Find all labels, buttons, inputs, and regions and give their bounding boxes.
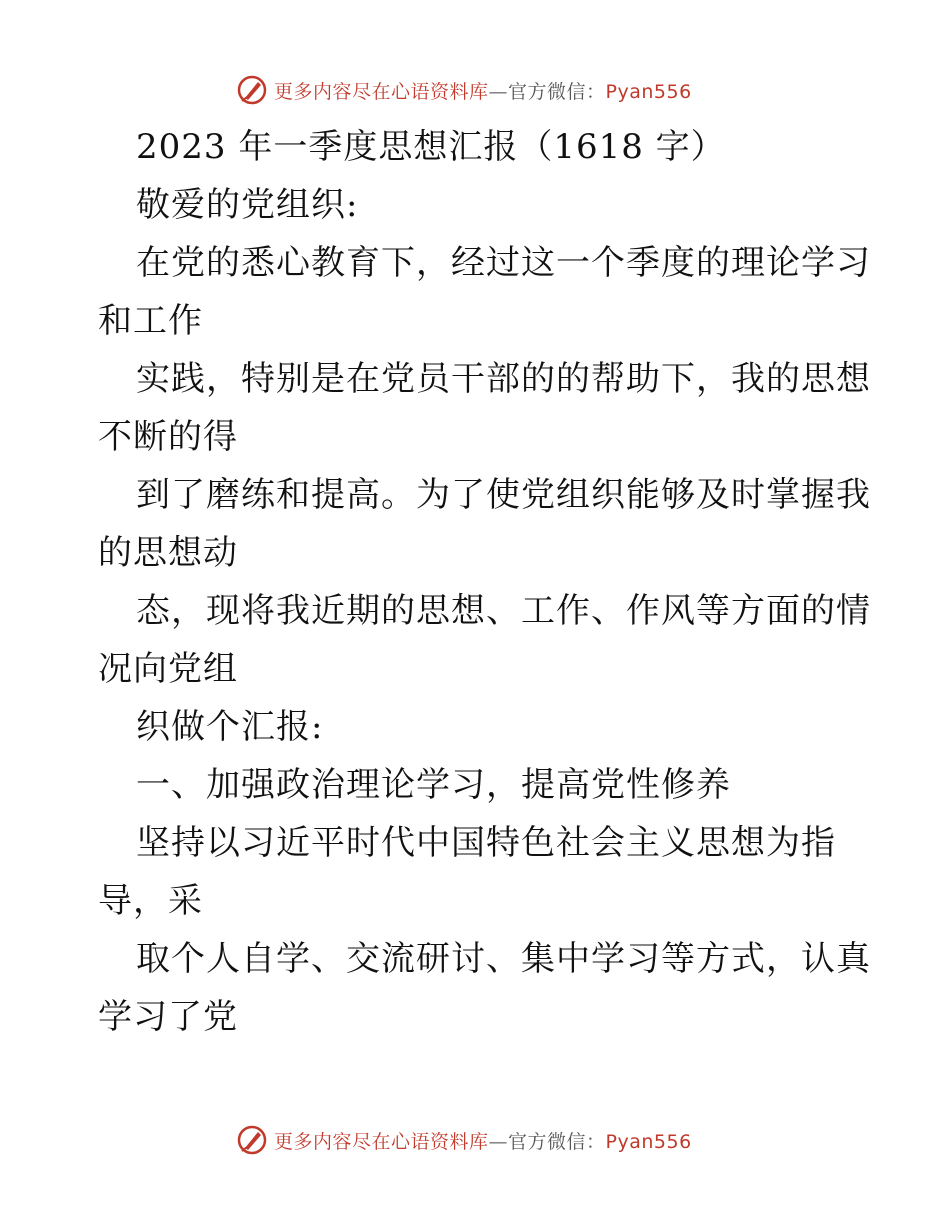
watermark-dash: — bbox=[488, 1130, 509, 1153]
paragraph-line: 实践，特别是在党员干部的的帮助下，我的思想 bbox=[136, 359, 871, 399]
watermark-dash: — bbox=[488, 80, 509, 103]
watermark-brand: 更多内容尽在心语资料库 bbox=[274, 1130, 489, 1153]
paragraph-line: 态，现将我近期的思想、工作、作风等方面的情 bbox=[136, 591, 871, 631]
header-watermark bbox=[236, 72, 716, 108]
quill-logo-icon bbox=[236, 74, 268, 106]
salutation: 敬爱的党组织: bbox=[136, 185, 359, 225]
paragraph-line: 导，采 bbox=[98, 881, 203, 921]
paragraph-line: 织做个汇报: bbox=[136, 707, 324, 747]
watermark-text bbox=[274, 77, 692, 104]
watermark-brand: 更多内容尽在心语资料库 bbox=[274, 80, 489, 103]
document-title: 2023 年一季度思想汇报（1618 字） bbox=[136, 127, 726, 167]
paragraph-line: 和工作 bbox=[98, 301, 203, 341]
quill-logo-icon bbox=[236, 1124, 268, 1156]
watermark-wechat-id: Pyan556 bbox=[605, 80, 692, 103]
paragraph-line: 况向党组 bbox=[98, 649, 238, 689]
paragraph-line: 坚持以习近平时代中国特色社会主义思想为指 bbox=[136, 823, 836, 863]
paragraph-line: 到了磨练和提高。为了使党组织能够及时掌握我 bbox=[136, 475, 871, 515]
watermark-text bbox=[274, 1127, 692, 1154]
watermark-label: 官方微信： bbox=[508, 1130, 606, 1153]
paragraph-line: 不断的得 bbox=[98, 417, 238, 457]
footer-watermark bbox=[236, 1122, 716, 1158]
paragraph-line: 学习了党 bbox=[98, 997, 238, 1037]
paragraph-line: 在党的悉心教育下，经过这一个季度的理论学习 bbox=[136, 243, 871, 283]
paragraph-line: 的思想动 bbox=[98, 533, 238, 573]
section-heading: 一、加强政治理论学习，提高党性修养 bbox=[136, 765, 731, 805]
document-body bbox=[98, 118, 871, 1046]
watermark-label: 官方微信： bbox=[508, 80, 606, 103]
watermark-wechat-id: Pyan556 bbox=[605, 1130, 692, 1153]
paragraph-line: 取个人自学、交流研讨、集中学习等方式，认真 bbox=[136, 939, 871, 979]
